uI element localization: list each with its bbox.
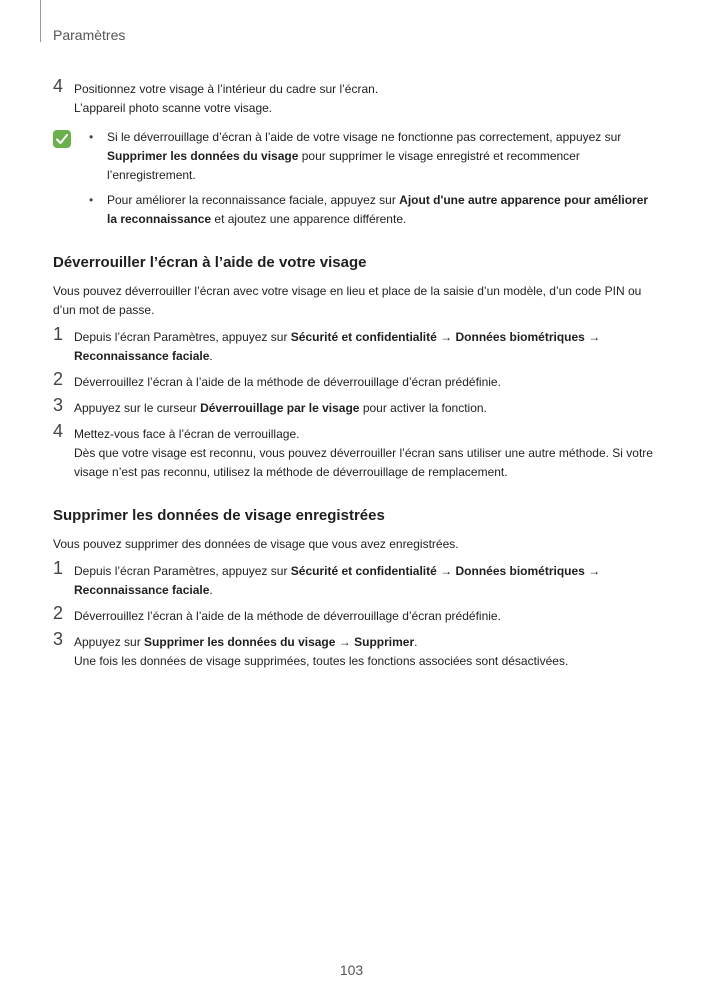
text: pour supprimer le visage enregistré et recommencer l’enregistrement. (107, 149, 580, 182)
step-number: 1 (53, 558, 64, 578)
header-rule (40, 0, 41, 42)
page-content (53, 76, 653, 678)
step (53, 629, 653, 671)
step-number: 2 (53, 369, 64, 389)
step-text (74, 399, 653, 418)
text-bold: Supprimer les données du visage (107, 149, 299, 163)
step-number: 4 (53, 76, 64, 96)
text: . (414, 635, 418, 649)
step-number: 4 (53, 421, 64, 441)
step-list (53, 324, 653, 482)
step-text: Déverrouillez l’écran à l’aide de la méthode de déverrouillage d’écran prédéfinie. (74, 609, 501, 623)
step-text: Mettez-vous face à l’écran de verrouillage. (74, 427, 300, 441)
text-bold: Supprimer (354, 635, 415, 649)
step-text: Une fois les données de visage supprimées, toutes les fonctions associées sont désactivées. (74, 654, 569, 668)
step-number: 3 (53, 395, 64, 415)
step (53, 369, 653, 392)
text-bold: Données biométriques (455, 330, 585, 344)
note-check-icon (53, 130, 71, 148)
step-number: 1 (53, 324, 64, 344)
text-bold: Ajout d'une autre apparence pour améliorer la reconnaissance (107, 193, 649, 226)
step-text: L’appareil photo scanne votre visage. (74, 101, 273, 115)
step-number: 2 (53, 603, 64, 623)
text: et ajoutez une apparence différente. (211, 212, 407, 226)
step (53, 558, 653, 600)
text-bold: Sécurité et confidentialité (290, 330, 437, 344)
text-bold: Données biométriques (455, 564, 585, 578)
step-text (74, 562, 653, 600)
text: pour activer la fonction. (359, 401, 487, 415)
text-bold: Reconnaissance faciale (74, 349, 210, 363)
step-text: Déverrouillez l’écran à l’aide de la méthode de déverrouillage d’écran prédéfinie. (74, 375, 501, 389)
text-bold: Sécurité et confidentialité (290, 564, 437, 578)
note-bullet (89, 191, 653, 229)
bullet-dot: • (89, 130, 94, 144)
arrow: → (335, 635, 355, 649)
step-top (53, 76, 653, 118)
page-number: 103 (339, 962, 364, 978)
text: Depuis l’écran Paramètres, appuyez sur (74, 564, 291, 578)
text-bold: Déverrouillage par le visage (200, 401, 360, 415)
arrow: → (584, 564, 601, 578)
page-header-title: Paramètres (53, 27, 126, 43)
arrow: → (584, 330, 601, 344)
step (53, 395, 653, 418)
text: Pour améliorer la reconnaissance faciale, appuyez sur (107, 193, 400, 207)
section-title: Supprimer les données de visage enregistrées (53, 507, 385, 524)
text: Si le déverrouillage d’écran à l’aide de votre visage ne fonctionne pas correctement, appuyez sur (107, 130, 622, 144)
bullet-dot: • (89, 193, 94, 207)
step-text (74, 328, 653, 366)
text: Depuis l’écran Paramètres, appuyez sur (74, 330, 291, 344)
text: . (209, 583, 213, 597)
step-number: 3 (53, 629, 64, 649)
step (53, 421, 653, 482)
note-box (53, 128, 653, 229)
text: Appuyez sur le curseur (74, 401, 201, 415)
step (53, 324, 653, 366)
text: Appuyez sur (74, 635, 145, 649)
arrow: → (436, 330, 456, 344)
step-text: Positionnez votre visage à l’intérieur du cadre sur l’écran. (74, 82, 379, 96)
step (53, 603, 653, 626)
text-bold: Supprimer les données du visage (144, 635, 336, 649)
section-intro: Vous pouvez supprimer des données de visage que vous avez enregistrées. (53, 537, 459, 551)
section-intro: Vous pouvez déverrouiller l’écran avec votre visage en lieu et place de la saisie d’un modèle, d’un code PIN ou d’un mot de passe. (53, 284, 642, 317)
note-bullet (89, 128, 653, 185)
step-text: Dès que votre visage est reconnu, vous pouvez déverrouiller l’écran sans utiliser une autre méthode. Si votre visage n’est pas reconnu, utilisez la méthode de déverrouillage de remplacement. (74, 446, 653, 479)
text: . (209, 349, 213, 363)
text-bold: Reconnaissance faciale (74, 583, 210, 597)
arrow: → (436, 564, 456, 578)
step-list (53, 558, 653, 671)
section-title: Déverrouiller l’écran à l’aide de votre visage (53, 254, 367, 271)
step-text (74, 633, 653, 652)
